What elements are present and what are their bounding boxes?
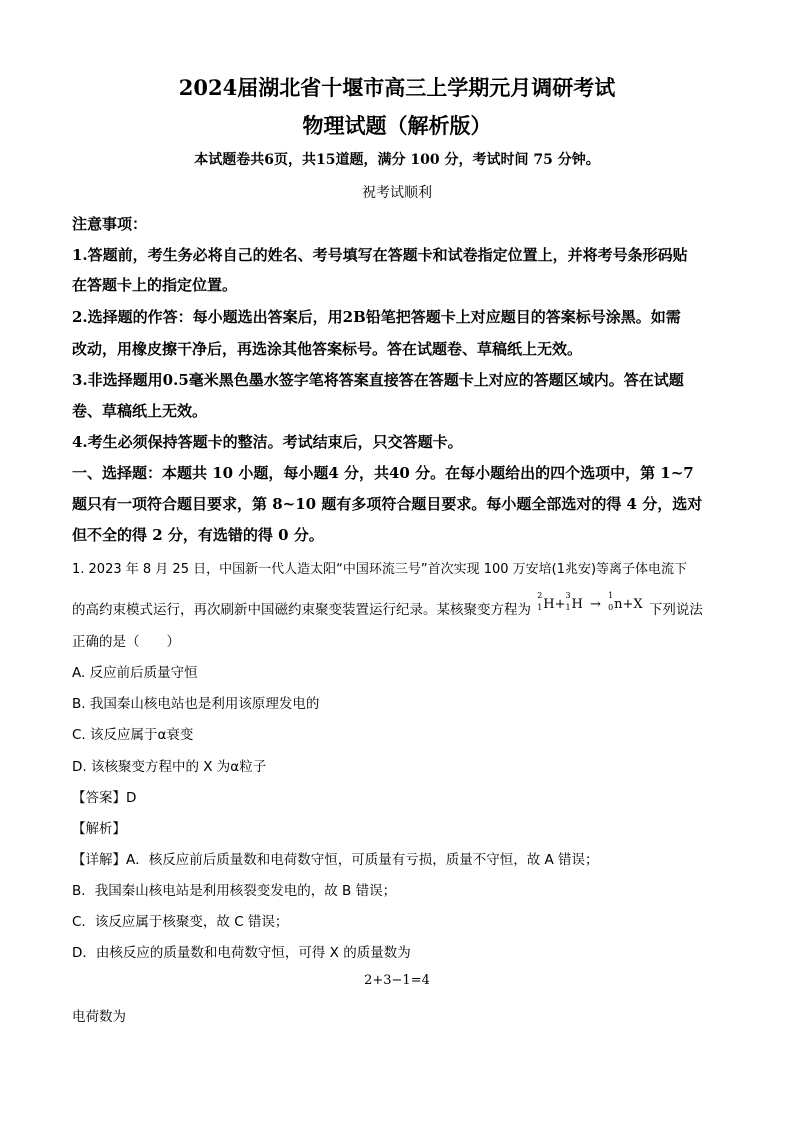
option-d: D. 该核聚变方程中的 X 为α粒子 <box>72 759 267 775</box>
charge-number: 1 <box>565 603 571 612</box>
detail-line: C．该反应属于核聚变，故 C 错误； <box>72 914 289 930</box>
option-a: A. 反应前后质量守恒 <box>72 665 198 681</box>
notes-line: 改动，用橡皮擦干净后，再选涂其他答案标号。答在试题卷、草稿纸上无效。 <box>72 340 583 358</box>
mass-number: 3 <box>565 591 571 600</box>
option-c: C. 该反应属于α衰变 <box>72 727 194 743</box>
notes-line: 卷、草稿纸上无效。 <box>72 402 208 420</box>
mass-calculation: 2+3−1=4 <box>364 973 430 988</box>
nuclide-neutron <box>608 591 623 612</box>
notes-heading: 注意事项： <box>72 215 148 233</box>
notes-line: 3.非选择题用0.5毫米黑色墨水签字笔将答案直接答在答题卡上对应的答题区域内。答在试题 <box>72 371 684 389</box>
charge-label: 电荷数为 <box>72 1009 126 1025</box>
stem-text: 的高约束模式运行，再次刷新中国磁约束聚变装置运行纪录。某核聚变方程为 <box>72 602 531 618</box>
question-stem: 1. 2023 年 8 月 25 日，中国新一代人造太阳“中国环流三号”首次实现 100 万安培(1兆安)等离子体电流下 <box>72 562 688 577</box>
document-subtitle: 物理试题（解析版） <box>302 113 492 138</box>
nuclide-deuterium <box>537 591 555 612</box>
detail-line: B．我国秦山核电站是利用核裂变发电的，故 B 错误； <box>72 883 397 899</box>
nuclide-tritium <box>565 591 583 612</box>
charge-number: 1 <box>537 603 543 612</box>
product-x: X <box>633 597 643 612</box>
plus-sign: + <box>554 597 566 612</box>
reaction-arrow: → <box>590 597 601 612</box>
notes-line: 4.考生必须保持答题卡的整洁。考试结束后，只交答题卡。 <box>72 433 463 451</box>
notes-line: 2.选择题的作答：每小题选出答案后，用2B铅笔把答题卡上对应题目的答案标号涂黑。如需 <box>72 308 681 326</box>
question-stem <box>72 591 703 618</box>
detail-line: D．由核反应的质量数和电荷数守恒，可得 X 的质量数为 <box>72 945 411 961</box>
answer: 【答案】D <box>72 790 137 806</box>
document-title: 2024届湖北省十堰市高三上学期元月调研考试 <box>178 75 616 100</box>
detail-line: 【详解】A．核反应前后质量数和电荷数守恒，可质量有亏损，质量不守恒，故 A 错误； <box>72 852 599 868</box>
charge-number: 0 <box>608 603 614 612</box>
question-stem: 正确的是（ ） <box>72 634 180 650</box>
analysis-label: 【解析】 <box>72 821 126 837</box>
section-instruction: 题只有一项符合题目要求，第 8~10 题有多项符合题目要求。每小题全部选对的得 4 分，选对 <box>72 495 703 513</box>
notes-line: 在答题卡上的指定位置。 <box>72 276 238 294</box>
notes-line: 1.答题前，考生务必将自己的姓名、考号填写在答题卡和试卷指定位置上，并将考号条形码贴 <box>72 246 688 264</box>
exam-wish: 祝考试顺利 <box>362 185 432 201</box>
section-instruction: 但不全的得 2 分，有选错的得 0 分。 <box>72 526 324 544</box>
exam-info: 本试题卷共6页，共15道题，满分 100 分，考试时间 75 分钟。 <box>194 152 600 168</box>
section-instruction: 一、选择题：本题共 10 小题，每小题4 分，共40 分。在每小题给出的四个选项中，第 1~7 <box>72 464 694 482</box>
option-b: B. 我国秦山核电站也是利用该原理发电的 <box>72 696 320 712</box>
element-symbol: n <box>614 597 623 612</box>
fusion-equation <box>537 591 643 612</box>
element-symbol: H <box>571 597 583 612</box>
stem-text: 下列说法 <box>648 602 703 618</box>
mass-number: 2 <box>537 591 543 600</box>
element-symbol: H <box>543 597 555 612</box>
plus-sign: + <box>622 597 634 612</box>
mass-number: 1 <box>608 591 614 600</box>
